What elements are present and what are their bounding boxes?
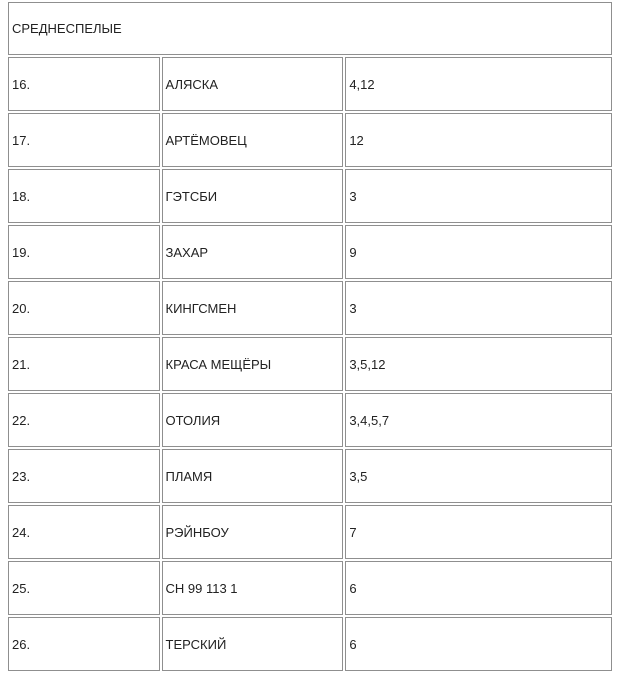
variety-value: 3,5,12 — [345, 337, 612, 391]
variety-name: ОТОЛИЯ — [162, 393, 344, 447]
row-number: 16. — [8, 57, 160, 111]
variety-name: ПЛАМЯ — [162, 449, 344, 503]
section-title: СРЕДНЕСПЕЛЫЕ — [8, 2, 612, 55]
varieties-table-body — [8, 2, 612, 671]
row-number: 18. — [8, 169, 160, 223]
row-number: 24. — [8, 505, 160, 559]
variety-name: АРТЁМОВЕЦ — [162, 113, 344, 167]
row-number: 23. — [8, 449, 160, 503]
table-row — [8, 561, 612, 615]
table-row — [8, 225, 612, 279]
variety-name: ТЕРСКИЙ — [162, 617, 344, 671]
variety-name: СН 99 113 1 — [162, 561, 344, 615]
variety-name: ЗАХАР — [162, 225, 344, 279]
varieties-table — [6, 0, 614, 673]
row-number: 19. — [8, 225, 160, 279]
row-number: 17. — [8, 113, 160, 167]
table-row — [8, 393, 612, 447]
row-number: 20. — [8, 281, 160, 335]
row-number: 25. — [8, 561, 160, 615]
variety-value: 3 — [345, 281, 612, 335]
table-row — [8, 281, 612, 335]
row-number: 26. — [8, 617, 160, 671]
section-header-row — [8, 2, 612, 55]
table-row — [8, 617, 612, 671]
variety-value: 9 — [345, 225, 612, 279]
variety-value: 6 — [345, 617, 612, 671]
variety-name: КРАСА МЕЩЁРЫ — [162, 337, 344, 391]
variety-value: 3,5 — [345, 449, 612, 503]
variety-name: ГЭТСБИ — [162, 169, 344, 223]
table-row — [8, 57, 612, 111]
variety-value: 3,4,5,7 — [345, 393, 612, 447]
row-number: 22. — [8, 393, 160, 447]
variety-value: 12 — [345, 113, 612, 167]
variety-value: 4,12 — [345, 57, 612, 111]
variety-value: 7 — [345, 505, 612, 559]
table-row — [8, 449, 612, 503]
variety-name: КИНГСМЕН — [162, 281, 344, 335]
variety-name: РЭЙНБОУ — [162, 505, 344, 559]
table-row — [8, 169, 612, 223]
variety-value: 6 — [345, 561, 612, 615]
table-row — [8, 337, 612, 391]
variety-name: АЛЯСКА — [162, 57, 344, 111]
table-row — [8, 113, 612, 167]
row-number: 21. — [8, 337, 160, 391]
table-row — [8, 505, 612, 559]
variety-value: 3 — [345, 169, 612, 223]
